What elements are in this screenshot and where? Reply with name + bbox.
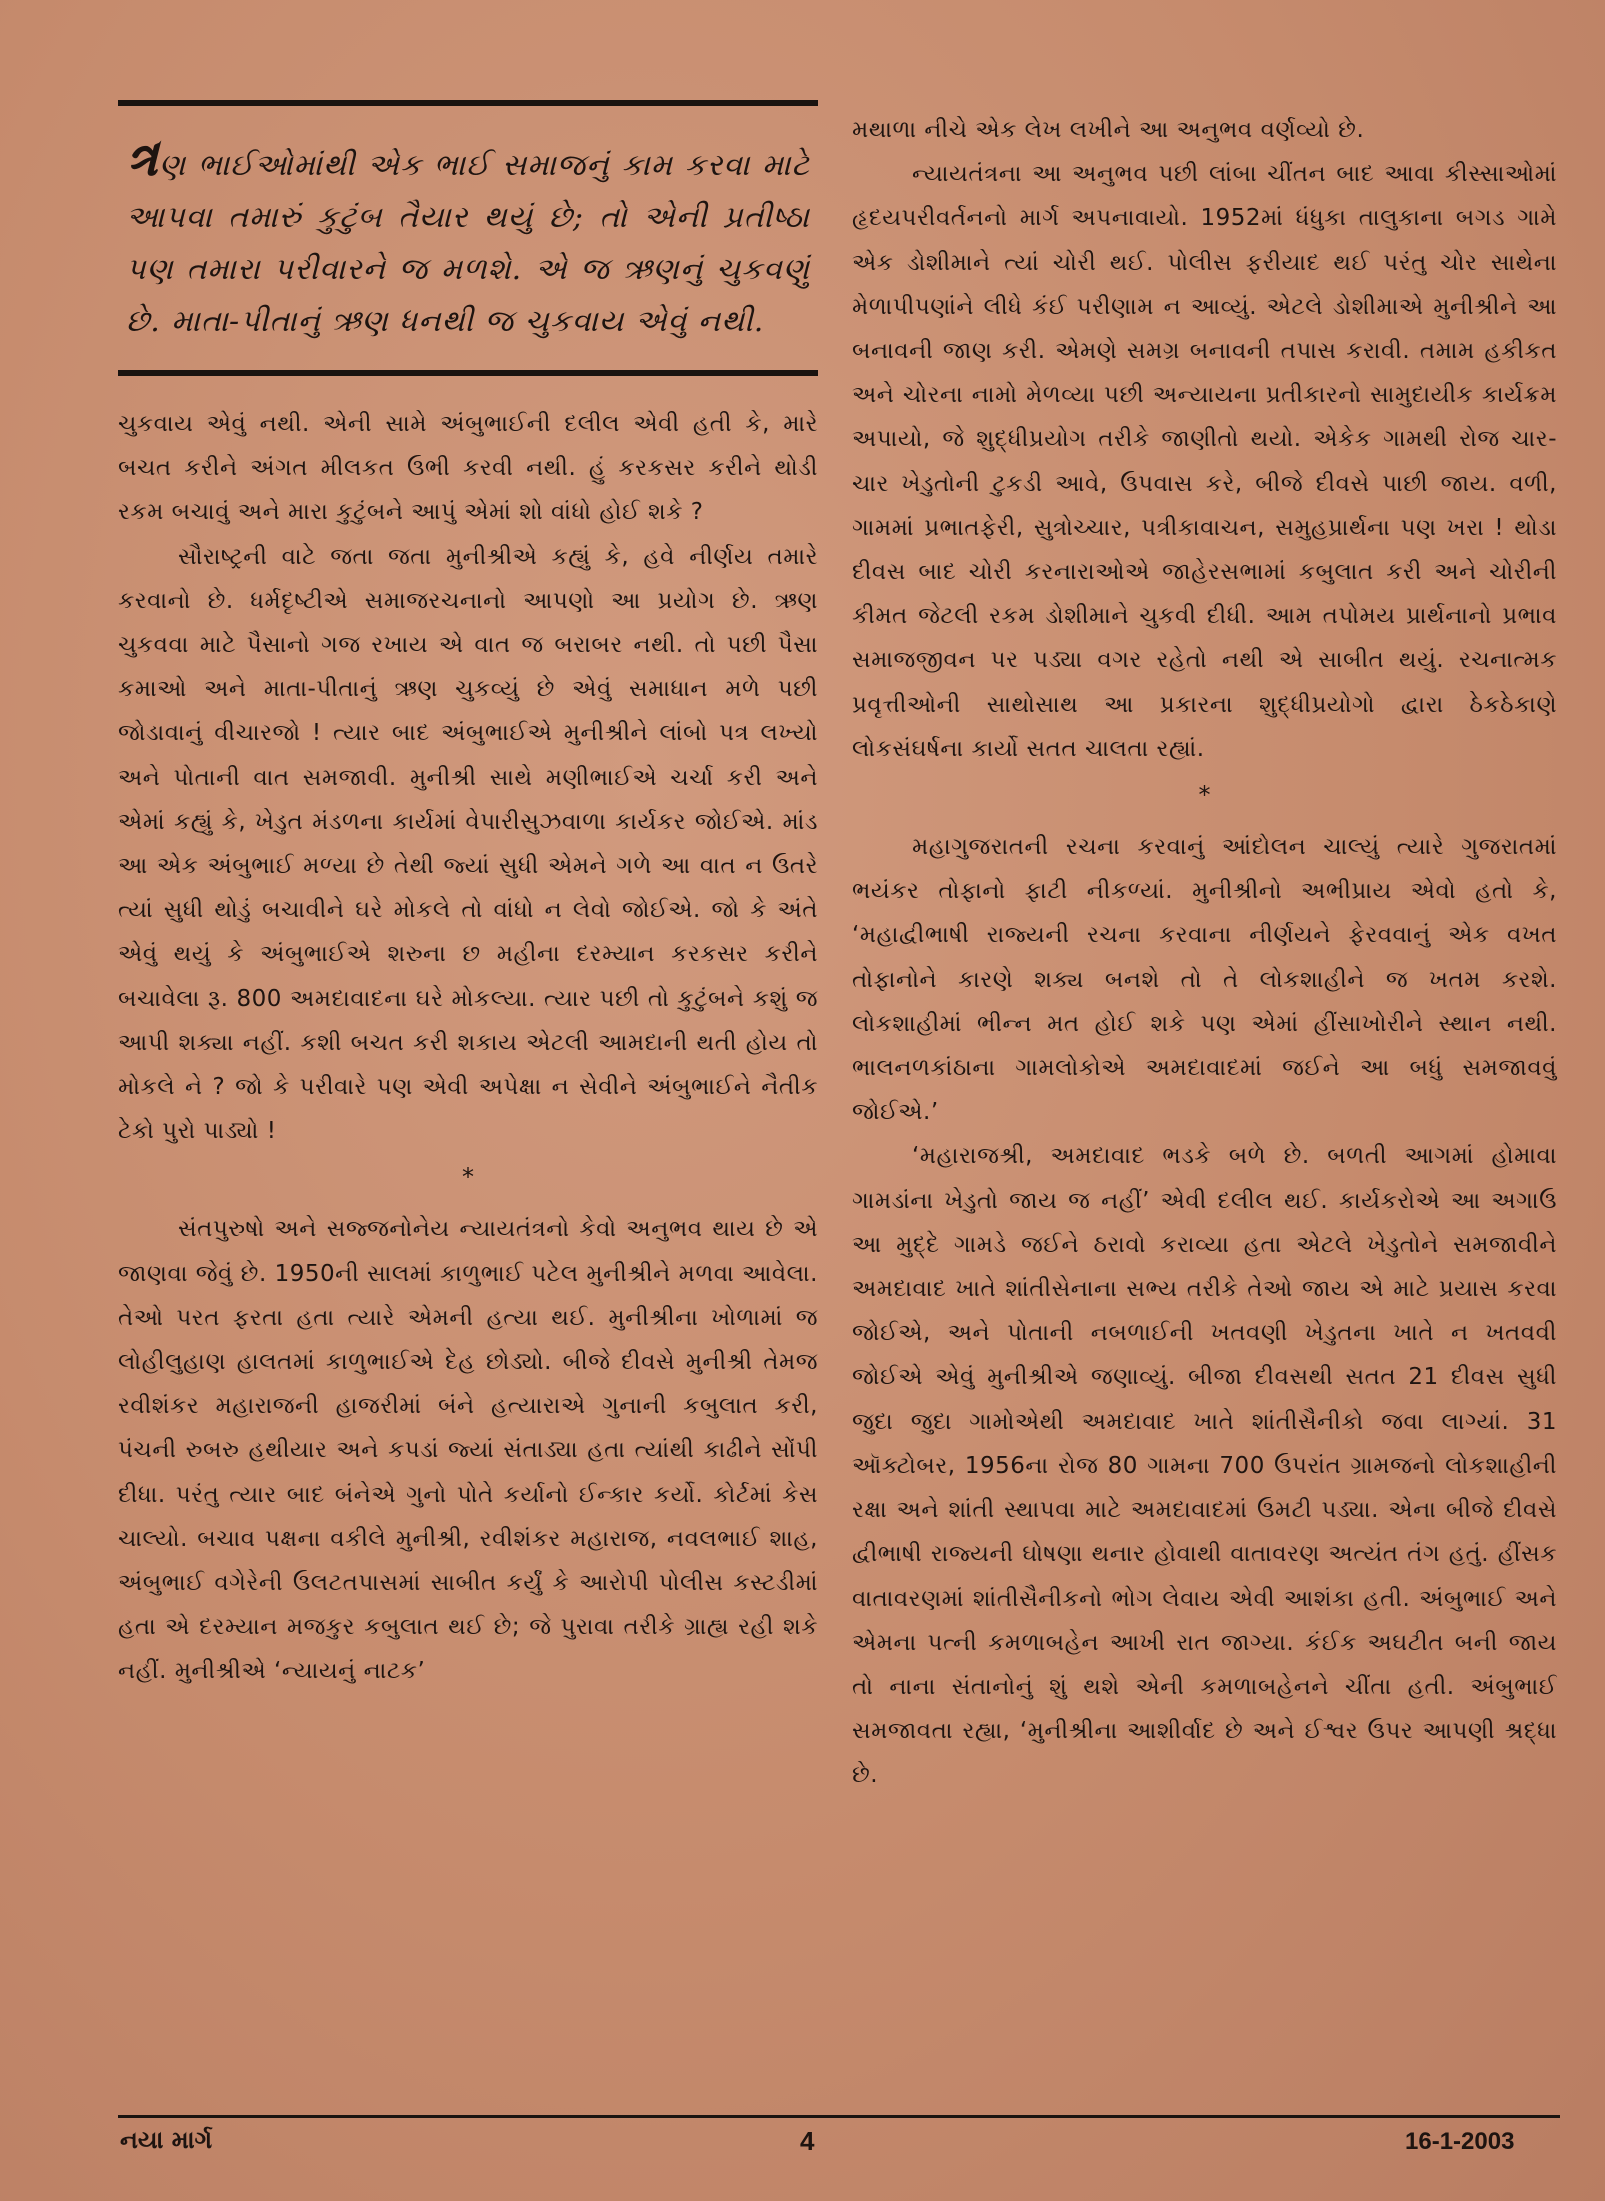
left-column bbox=[118, 100, 818, 1694]
publication-name: નયા માર્ગ bbox=[120, 2126, 213, 2154]
pull-quote-box bbox=[118, 100, 818, 376]
pull-quote bbox=[126, 127, 810, 348]
right-paragraph-4: ‘મહારાજશ્રી, અમદાવાદ ભડકે બળે છે. બળતી આગમાં હોમાવા ગામડાંના ખેડુતો જાય જ નહીં’ એવી દલીલ થઈ. કાર્યકરોએ આ અગાઉ આ મુદ્દે ગામડે જઈને ઠરાવો કરાવ્યા હતા એટલે ખેડુતોને સમજાવીને અમદાવાદ ખાતે શાંતીસેનાના સભ્ય તરીકે તેઓ જાય એ માટે પ્રયાસ કરવા જોઈએ, અને પોતાની નબળાઈની ખતવણી ખેડુતના ખાતે ન ખતવવી જોઈએ એવું મુનીશ્રીએ જણાવ્યું. બીજા દીવસથી સતત 21 દીવસ સુધી જુદા જુદા ગામોએથી અમદાવાદ ખાતે શાંતીસૈનીકો જવા લાગ્યાં. 31 ઑક્ટોબર, 1956ના રોજ 80 ગામના 700 ઉપરાંત ગ્રામજનો લોકશાહીની રક્ષા અને શાંતી સ્થાપવા માટે અમદાવાદમાં ઉમટી પડ્યા. એના બીજે દીવસે દ્વીભાષી રાજ્યની ઘોષણા થનાર હોવાથી વાતાવરણ અત્યંત તંગ હતું. હીંસક વાતાવરણમાં શાંતીસૈનીકનો ભોગ લેવાય એવી આશંકા હતી. અંબુભાઈ અને એમના પત્ની કમળાબહેન આખી રાત જાગ્યા. કંઈક અઘટીત બની જાય તો નાના સંતાનોનું શું થશે એની કમળાબહેનને ચીંતા હતી. અંબુભાઈ સમજાવતા રહ્યા, ‘મુનીશ્રીના આશીર્વાદ છે અને ઈશ્વર ઉપર આપણી શ્રદ્ધા છે. bbox=[852, 1143, 1557, 1789]
page-number: 4 bbox=[800, 2126, 815, 2156]
left-paragraph-3: સંતપુરુષો અને સજ્જનોનેય ન્યાયતંત્રનો કેવો અનુભવ થાય છે એ જાણવા જેવું છે. 1950ની સાલમાં કાળુભાઈ પટેલ મુનીશ્રીને મળવા આવેલા. તેઓ પરત ફરતા હતા ત્યારે એમની હત્યા થઈ. મુનીશ્રીના ખોળામાં જ લોહીલુહાણ હાલતમાં કાળુભાઈએ દેહ છોડ્યો. બીજે દીવસે મુનીશ્રી તેમજ રવીશંકર મહારાજની હાજરીમાં બંને હત્યારાએ ગુનાની કબુલાત કરી, પંચની રુબરુ હથીયાર અને કપડાં જ્યાં સંતાડ્યા હતા ત્યાંથી કાઢીને સોંપી દીધા. પરંતુ ત્યાર બાદ બંનેએ ગુનો પોતે કર્યાનો ઈન્કાર કર્યો. કોર્ટમાં કેસ ચાલ્યો. બચાવ પક્ષના વકીલે મુનીશ્રી, રવીશંકર મહારાજ, નવલભાઈ શાહ, અંબુભાઈ વગેરેની ઉલટતપાસમાં સાબીત કર્યું કે આરોપી પોલીસ કસ્ટડીમાં હતા એ દરમ્યાન મજકુર કબુલાત થઈ છે; જે પુરાવા તરીકે ગ્રાહ્ય રહી શકે નહીં. મુનીશ્રીએ ‘ન્યાયનું નાટક’ bbox=[118, 1216, 818, 1685]
pull-quote-text: ણ ભાઈઓમાંથી એક ભાઈ સમાજનું કામ કરવા માટે આપવા તમારું કુટુંબ તૈયાર થયું છે; તો એની પ્રતીષ્ઠા પણ તમારા પરીવારને જ મળશે. એ જ ઋણનું ચુકવણું છે. માતા-પીતાનું ઋણ ધનથી જ ચુકવાય એવું નથી. bbox=[126, 148, 810, 339]
footer-rule bbox=[118, 2115, 1560, 2118]
right-paragraph-2: ન્યાયતંત્રના આ અનુભવ પછી લાંબા ચીંતન બાદ આવા કીસ્સાઓમાં હૃદયપરીવર્તનનો માર્ગ અપનાવાયો. 1952માં ધંધુકા તાલુકાના બગડ ગામે એક ડોશીમાને ત્યાં ચોરી થઈ. પોલીસ ફરીયાદ થઈ પરંતુ ચોર સાથેના મેળાપીપણાંને લીધે કંઈ પરીણામ ન આવ્યું. એટલે ડોશીમાએ મુનીશ્રીને આ બનાવની જાણ કરી. એમણે સમગ્ર બનાવની તપાસ કરાવી. તમામ હકીકત અને ચોરના નામો મેળવ્યા પછી અન્યાયના પ્રતીકારનો સામુદાયીક કાર્યક્રમ અપાયો, જે શુદ્ધીપ્રયોગ તરીકે જાણીતો થયો. એકેક ગામથી રોજ ચાર-ચાર ખેડુતોની ટુકડી આવે, ઉપવાસ કરે, બીજે દીવસે પાછી જાય. વળી, ગામમાં પ્રભાતફેરી, સુત્રોચ્ચાર, પત્રીકાવાચન, સમુહપ્રાર્થના પણ ખરા ! થોડા દીવસ બાદ ચોરી કરનારાઓએ જાહેરસભામાં કબુલાત કરી અને ચોરીની કીમત જેટલી રકમ ડોશીમાને ચુકવી દીધી. આમ તપોમય પ્રાર્થનાનો પ્રભાવ સમાજજીવન પર પડ્યા વગર રહેતો નથી એ સાબીત થયું. રચનાત્મક પ્રવૃત્તીઓની સાથોસાથ આ પ્રકારના શુદ્ધીપ્રયોગો દ્વારા ઠેકઠેકાણે લોકસંઘર્ષના કાર્યો સતત ચાલતા રહ્યાં. bbox=[852, 161, 1557, 762]
left-paragraph-2: સૌરાષ્ટ્રની વાટે જતા જતા મુનીશ્રીએ કહ્યું કે, હવે નીર્ણય તમારે કરવાનો છે. ધર્મદૃષ્ટીએ સમાજરચનાનો આપણો આ પ્રયોગ છે. ઋણ ચુકવવા માટે પૈસાનો ગજ રખાય એ વાત જ બરાબર નથી. તો પછી પૈસા કમાઓ અને માતા-પીતાનું ઋણ ચુકવ્યું છે એવું સમાધાન મળે પછી જોડાવાનું વીચારજો ! ત્યાર બાદ અંબુભાઈએ મુનીશ્રીને લાંબો પત્ર લખ્યો અને પોતાની વાત સમજાવી. મુનીશ્રી સાથે મણીભાઈએ ચર્ચા કરી અને એમાં કહ્યું કે, ખેડુત મંડળના કાર્યમાં વેપારીસુઝવાળા કાર્યકર જોઈએ. માંડ આ એક અંબુભાઈ મળ્યા છે તેથી જ્યાં સુધી એમને ગળે આ વાત ન ઉતરે ત્યાં સુધી થોડું બચાવીને ઘરે મોકલે તો વાંધો ન લેવો જોઈએ. જો કે અંતે એવું થયું કે અંબુભાઈએ શરુના છ મહીના દરમ્યાન કરકસર કરીને બચાવેલા રૂ. 800 અમદાવાદના ઘરે મોકલ્યા. ત્યાર પછી તો કુટુંબને કશું જ આપી શક્યા નહીં. કશી બચત કરી શકાય એટલી આમદાની થતી હોય તો મોકલે ને ? જો કે પરીવારે પણ એવી અપેક્ષા ન સેવીને અંબુભાઈને નૈતીક ટેકો પુરો પાડ્યો ! bbox=[118, 543, 818, 1145]
issue-date: 16-1-2003 bbox=[1405, 2128, 1515, 2155]
section-separator: * bbox=[1198, 781, 1211, 810]
right-column bbox=[852, 108, 1557, 1798]
section-separator: * bbox=[462, 1163, 474, 1192]
right-paragraph-1: મથાળા નીચે એક લેખ લખીને આ અનુભવ વર્ણવ્યો છે. bbox=[852, 117, 1365, 143]
right-paragraph-3: મહાગુજરાતની રચના કરવાનું આંદોલન ચાલ્યું ત્યારે ગુજરાતમાં ભયંકર તોફાનો ફાટી નીકળ્યાં. મુનીશ્રીનો અભીપ્રાય એવો હતો કે, ‘મહાદ્વીભાષી રાજ્યની રચના કરવાના નીર્ણયને ફેરવવાનું એક વખત તોફાનોને કારણે શક્ય બનશે તો તે લોકશાહીને જ ખતમ કરશે. લોકશાહીમાં ભીન્ન મત હોઈ શકે પણ એમાં હીંસાખોરીને સ્થાન નથી. ભાલનળકાંઠાના ગામલોકોએ અમદાવાદમાં જઈને આ બધું સમજાવવું જોઈએ.’ bbox=[852, 834, 1557, 1126]
pull-quote-dropcap: ત્ર bbox=[126, 127, 159, 188]
left-paragraph-1: ચુકવાય એવું નથી. એની સામે અંબુભાઈની દલીલ એવી હતી કે, મારે બચત કરીને અંગત મીલકત ઉભી કરવી નથી. હું કરકસર કરીને થોડી રકમ બચાવું અને મારા કુટુંબને આપું એમાં શો વાંધો હોઈ શકે ? bbox=[118, 411, 818, 526]
